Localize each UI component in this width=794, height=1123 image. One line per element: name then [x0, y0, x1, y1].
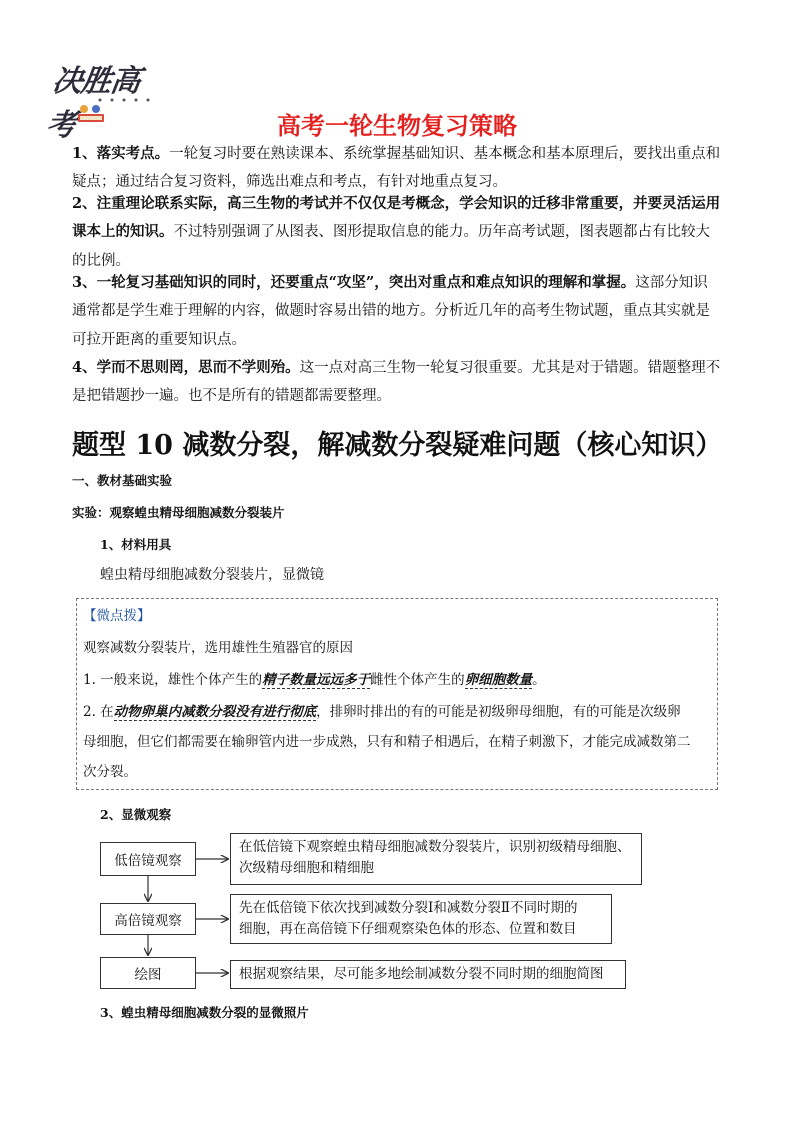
- strategy-text: 这部分知识通常都是学生难于理解的内容，做题时容易出错的地方。分析近几年的高考生物试题，重点其实就是可拉开距离的重要知识点。: [72, 275, 710, 348]
- tip-emphasis: 卵细胞数量: [464, 672, 533, 688]
- flow-step-draw: 绘图: [100, 957, 196, 989]
- tip-text: ，排卵时排出的有的可能是初级卵母细胞，有的可能是次级卵: [316, 704, 681, 720]
- part-heading: 一、教材基础实验: [72, 473, 173, 488]
- flow-desc-line: 次级精母细胞和精细胞: [239, 860, 374, 876]
- tip-text: 。: [532, 672, 546, 688]
- strategy-lead: 3、一轮复习基础知识的同时，还要重点“攻坚”，突出对重点和难点知识的理解和掌握。: [72, 274, 636, 291]
- logo-text: 决胜高考: [43, 64, 143, 143]
- flow-step-low: 低倍镜观察: [100, 842, 196, 876]
- tip-text: 雌性个体产生的: [370, 672, 465, 688]
- flow-desc-line: 在低倍镜下观察蝗虫精母细胞减数分裂装片，识别初级精母细胞、: [239, 839, 631, 855]
- flow-desc-line: 细胞，再在高倍镜下仔细观察染色体的形态、位置和数目: [239, 921, 577, 937]
- strategy-text: 这一点对高三生物一轮复习很重要。尤其是对于错题。错题整理不是把错题抄一遍。也不是所有的错题都需要整理。: [72, 360, 721, 405]
- strategy-text: 不过特别强调了从图表、图形提取信息的能力。历年高考试题，图表题都占有比较大的比例。: [72, 224, 710, 269]
- experiment-heading: 实验：观察蝗虫精母细胞减数分裂装片: [72, 505, 285, 520]
- page-title: 高考一轮生物复习策略: [277, 112, 517, 140]
- tip-point-2-cont: 母细胞，但它们都需要在输卵管内进一步成熟，只有和精子相遇后，在精子刺激下，才能完成减数第二: [83, 734, 691, 750]
- materials-heading: 1、材料用具: [100, 537, 172, 552]
- tip-emphasis: 动物卵巢内减数分裂没有进行彻底: [113, 704, 317, 720]
- strategy-lead: 4、学而不思则罔，思而不学则殆。: [72, 359, 300, 376]
- materials-text: 蝗虫精母细胞减数分裂装片，显微镜: [100, 567, 324, 583]
- flow-desc-line: 根据观察结果，尽可能多地绘制减数分裂不同时期的细胞简图: [239, 966, 604, 982]
- tip-text: 1. 一般来说，雄性个体产生的: [83, 672, 263, 688]
- tip-point-2-end: 次分裂。: [83, 764, 137, 780]
- strategy-lead: 2、注重理论联系实际，高三生物的考试并不仅仅是考概念，学会知识的迁移非常重要，并要灵活运用课本上的知识。: [72, 195, 721, 241]
- observe-heading: 2、显微观察: [100, 807, 172, 822]
- tip-heading: 【微点拨】: [83, 608, 151, 624]
- strategy-lead: 1、落实考点。: [72, 145, 170, 162]
- flow-step-high: 高倍镜观察: [100, 903, 196, 935]
- section-title: 题型 10 减数分裂，解减数分裂疑难问题（核心知识）: [72, 430, 723, 461]
- strategy-text: 一轮复习时要在熟读课本、系统掌握基础知识、基本概念和基本原理后，要找出重点和疑点；通过结合复习资料，筛选出难点和考点，有针对地重点复习。: [72, 146, 721, 191]
- photo-heading: 3、蝗虫精母细胞减数分裂的显微照片: [100, 1005, 309, 1020]
- flow-desc-line: 先在低倍镜下依次找到减数分裂Ⅰ和减数分裂Ⅱ不同时期的: [239, 900, 578, 916]
- tip-emphasis: 精子数量远远多于: [262, 672, 371, 688]
- tip-intro: 观察减数分裂装片，选用雄性生殖器官的原因: [83, 640, 353, 656]
- tip-text: 2. 在: [83, 704, 114, 720]
